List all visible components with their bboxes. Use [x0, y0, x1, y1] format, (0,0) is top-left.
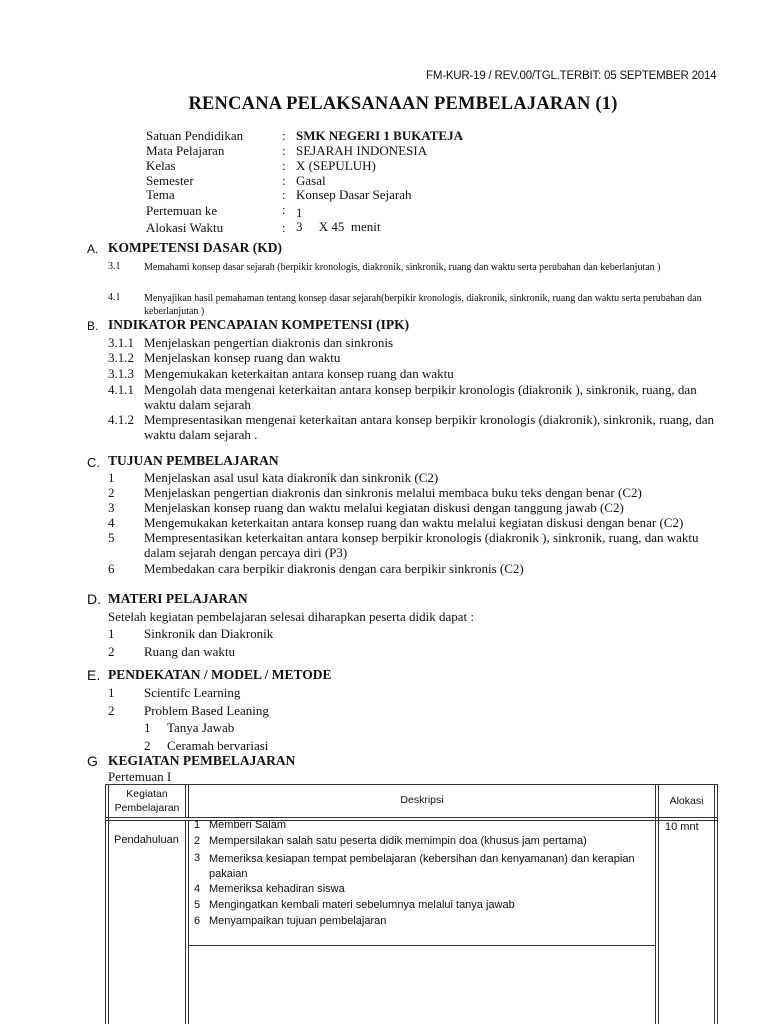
metode-subnumber: 1	[144, 720, 151, 735]
tujuan-number: 1	[108, 470, 115, 485]
tujuan-number: 4	[108, 515, 115, 530]
ipk-number: 3.1.3	[108, 366, 134, 381]
identity-colon: :	[282, 128, 286, 143]
ipk-number: 4.1.1	[108, 382, 134, 397]
step-text: Menyampaikan tujuan pembelajaran	[209, 915, 387, 927]
header-kegiatan-line2: Pembelajaran	[114, 802, 180, 814]
identity-label: Mata Pelajaran	[146, 143, 225, 158]
tujuan-number: 6	[108, 561, 115, 576]
section-title: TUJUAN PEMBELAJARAN	[108, 453, 279, 468]
identity-label: Alokasi Waktu	[146, 220, 224, 235]
ipk-text: Menjelaskan pengertian diakronis dan sinkronis	[144, 335, 394, 350]
step-number: 2	[194, 835, 201, 847]
materi-number: 2	[108, 644, 115, 659]
table-border	[108, 784, 109, 1024]
header-deskripsi: Deskripsi	[400, 794, 444, 806]
identity-value: SEJARAH INDONESIA	[296, 143, 428, 158]
table-border	[655, 784, 656, 1024]
kd-text: Menyajikan hasil pemahaman tentang konsep dasar sejarah(berpikir kronologis, diakronik, sinkronik, ruang dan waktu serta perubahan dan keberlanjutan )	[144, 293, 702, 317]
kegiatan-table	[105, 784, 718, 1024]
tujuan-text: Menjelaskan pengertian diakronis dan sinkronis melalui membaca buku teks dengan benar (C2)	[144, 485, 642, 500]
step-text: Mengingatkan kembali materi sebelumnya melalui tanya jawab	[209, 899, 515, 911]
section-letter: C.	[87, 455, 100, 470]
step-text: Memeriksa kesiapan tempat pembelajaran (kebersihan dan kenyamanan) dan kerapian pakaian	[209, 853, 635, 880]
meeting-label: Pertemuan I	[108, 769, 172, 784]
identity-colon: :	[282, 158, 286, 173]
metode-subnumber: 2	[144, 738, 151, 753]
header-kegiatan	[109, 787, 185, 815]
header-alokasi: Alokasi	[669, 795, 704, 807]
ipk-text: Mengolah data mengenai keterkaitan antara konsep berpikir kronologis (diakronik ), sinkronik, ruang, dan waktu dalam sejarah	[144, 382, 697, 412]
materi-intro: Setelah kegiatan pembelajaran selesai diharapkan peserta didik dapat :	[108, 609, 475, 624]
table-border	[188, 945, 655, 946]
ipk-number: 3.1.2	[108, 350, 134, 365]
identity-value: Konsep Dasar Sejarah	[296, 187, 412, 202]
table-border	[105, 784, 718, 785]
identity-label: Pertemuan ke	[146, 203, 218, 218]
table-border	[188, 820, 189, 1024]
tujuan-number: 2	[108, 485, 115, 500]
tujuan-text: Menjelaskan asal usul kata diakronik dan sinkronik (C2)	[144, 470, 439, 485]
section-letter: G	[87, 753, 98, 769]
ipk-text: Mengemukakan keterkaitan antara konsep ruang dan waktu	[144, 366, 454, 381]
metode-text: Problem Based Leaning	[144, 703, 269, 718]
tujuan-text: Membedakan cara berpikir diakronis dengan cara berpikir sinkronis (C2)	[144, 561, 524, 576]
page-title: RENCANA PELAKSANAAN PEMBELAJARAN (1)	[188, 94, 618, 114]
metode-text: Scientifc Learning	[144, 685, 241, 700]
identity-colon: :	[282, 143, 286, 158]
identity-colon: :	[282, 202, 286, 217]
materi-text: Ruang dan waktu	[144, 644, 235, 659]
section-title: PENDEKATAN / MODEL / METODE	[108, 667, 332, 682]
step-number: 1	[194, 819, 201, 831]
metode-number: 1	[108, 685, 115, 700]
section-letter: A.	[87, 242, 99, 256]
table-border	[658, 784, 659, 1024]
table-border	[185, 784, 186, 817]
identity-colon: :	[282, 220, 286, 235]
step-text: Memberi Salam	[209, 819, 287, 831]
header-kegiatan-line1: Kegiatan	[126, 788, 168, 800]
materi-text: Sinkronik dan Diakronik	[144, 626, 274, 641]
identity-label: Satuan Pendidikan	[146, 128, 244, 143]
identity-value: SMK NEGERI 1 BUKATEJA	[296, 128, 463, 143]
step-number: 4	[194, 883, 201, 895]
section-letter: D.	[87, 591, 101, 607]
step-number: 6	[194, 915, 201, 927]
ipk-number: 3.1.1	[108, 335, 134, 350]
step-number: 5	[194, 899, 201, 911]
metode-number: 2	[108, 703, 115, 718]
tujuan-number: 5	[108, 530, 115, 545]
section-letter: B.	[87, 319, 99, 333]
identity-value: X (SEPULUH)	[296, 158, 376, 173]
identity-value: 3 X 45 menit	[296, 219, 381, 234]
step-text: Memeriksa kehadiran siswa	[209, 883, 345, 895]
identity-label: Semester	[146, 173, 194, 188]
section-title: KOMPETENSI DASAR (KD)	[108, 240, 283, 255]
section-title: MATERI PELAJARAN	[108, 591, 248, 606]
section-letter: E.	[87, 667, 101, 683]
identity-label: Kelas	[146, 158, 176, 173]
tujuan-text: Mengemukakan keterkaitan antara konsep ruang dan waktu melalui kegiatan diskusi dengan benar (C2)	[144, 515, 684, 530]
tujuan-text: Mempresentasikan keterkaitan antara konsep berpikir kronologis (diakronik ), sinkronik, ruang, dan waktu dalam sejarah dengan percaya diri (P3)	[144, 530, 699, 560]
form-code: FM-KUR-19 / REV.00/TGL.TERBIT: 05 SEPTEMBER 2014	[426, 70, 717, 82]
step-text: Mempersilakan salah satu peserta didik memimpin doa (khusus jam pertama)	[209, 835, 587, 847]
identity-colon: :	[282, 173, 286, 188]
ipk-text: Menjelaskan konsep ruang dan waktu	[144, 350, 341, 365]
identity-value: 1	[296, 205, 303, 220]
kegiatan-pendahuluan: Pendahuluan	[114, 834, 179, 846]
metode-subtext: Ceramah bervariasi	[167, 738, 269, 753]
table-border	[105, 817, 718, 818]
table-border	[714, 784, 715, 1024]
table-border	[105, 784, 106, 1024]
table-border	[717, 784, 718, 1024]
table-border	[185, 820, 186, 1024]
ipk-number: 4.1.2	[108, 412, 134, 427]
identity-label: Tema	[146, 187, 175, 202]
kd-text: Memahami konsep dasar sejarah (berpikir kronologis, diakronik, sinkronik, ruang dan waktu serta perubahan dan keberlanjutan )	[144, 262, 661, 273]
ipk-text: Mempresentasikan mengenai keterkaitan antara konsep berpikir kronologis (diakronik), sinkronik, ruang, dan waktu dalam sejarah .	[144, 412, 715, 442]
kd-number: 4.1	[108, 292, 121, 303]
materi-number: 1	[108, 626, 115, 641]
step-number: 3	[194, 852, 201, 864]
alokasi-value: 10 mnt	[665, 821, 699, 833]
kd-number: 3.1	[108, 261, 121, 272]
section-title: KEGIATAN PEMBELAJARAN	[108, 753, 296, 768]
tujuan-text: Menjelaskan konsep ruang dan waktu melalui kegiatan diskusi dengan tanggung jawab (C2)	[144, 500, 624, 515]
metode-subtext: Tanya Jawab	[167, 720, 235, 735]
identity-value: Gasal	[296, 173, 326, 188]
section-title: INDIKATOR PENCAPAIAN KOMPETENSI (IPK)	[108, 317, 410, 332]
tujuan-number: 3	[108, 500, 115, 515]
identity-colon: :	[282, 187, 286, 202]
